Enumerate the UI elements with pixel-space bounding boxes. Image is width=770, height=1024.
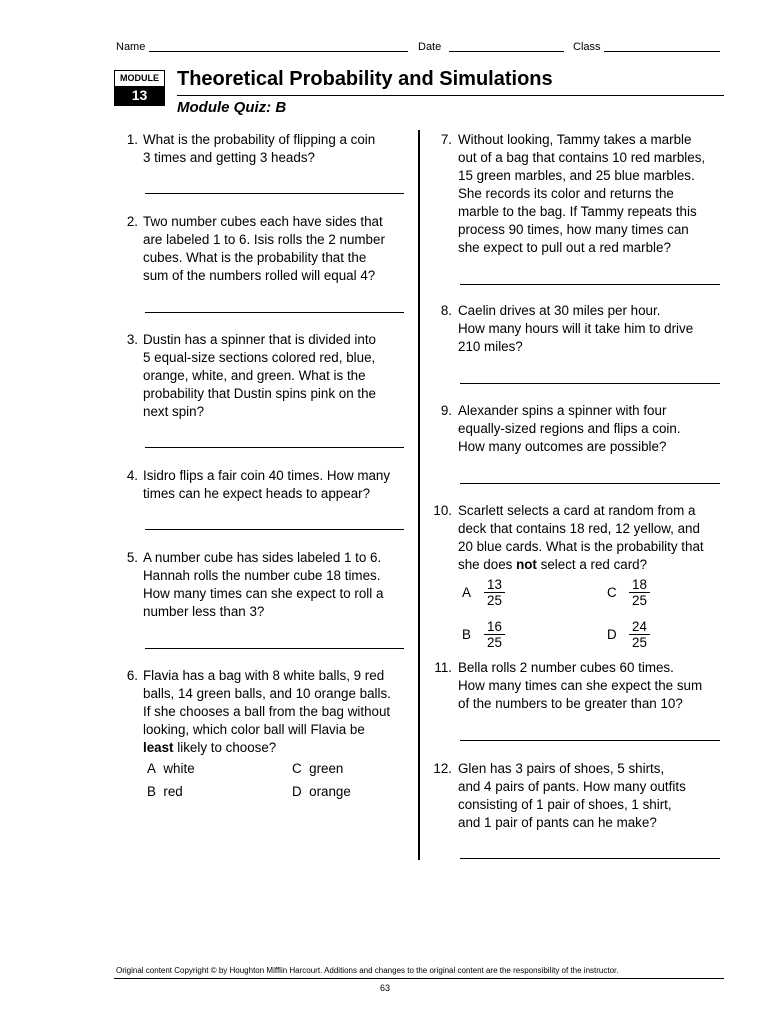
page-number: 63 <box>379 983 390 993</box>
class-field[interactable] <box>604 41 720 52</box>
option-d[interactable]: D $\frac{24}{25}$ <box>607 619 650 650</box>
class-label: Class <box>573 41 601 53</box>
option-a[interactable]: A $\frac{13}{25}$ <box>462 577 505 608</box>
answer-line[interactable] <box>145 193 404 194</box>
footer-rule <box>114 978 724 979</box>
module-badge <box>114 70 165 106</box>
option-b[interactable]: B $\frac{16}{25}$ <box>462 619 505 650</box>
answer-line[interactable] <box>460 284 720 285</box>
option-b[interactable]: B red <box>147 784 183 799</box>
answer-line[interactable] <box>460 858 720 859</box>
answer-line[interactable] <box>460 483 720 484</box>
title-rule <box>177 95 724 96</box>
name-field[interactable] <box>149 41 408 52</box>
answer-line[interactable] <box>145 312 404 313</box>
page-title: Theoretical Probability and Simulations <box>177 68 553 90</box>
date-field[interactable] <box>449 41 564 52</box>
page-subtitle: Module Quiz: B <box>177 99 287 116</box>
module-number: 13 <box>131 87 148 103</box>
copyright-notice: Original content Copyright © by Houghton Mifflin Harcourt. Additions and changes to the original content are the responsibility of the instructor. <box>116 966 619 975</box>
answer-line[interactable] <box>460 740 720 741</box>
option-d[interactable]: D orange <box>292 784 351 799</box>
answer-line[interactable] <box>460 383 720 384</box>
date-label: Date <box>418 41 442 53</box>
option-c[interactable]: C $\frac{18}{25}$ <box>607 577 650 608</box>
module-label: MODULE <box>115 71 164 86</box>
column-divider <box>418 130 420 860</box>
option-c[interactable]: C green <box>292 761 344 776</box>
answer-line[interactable] <box>145 648 404 649</box>
option-a[interactable]: A white <box>147 761 195 776</box>
answer-line[interactable] <box>145 447 404 448</box>
name-label: Name <box>116 41 146 53</box>
answer-line[interactable] <box>145 529 404 530</box>
